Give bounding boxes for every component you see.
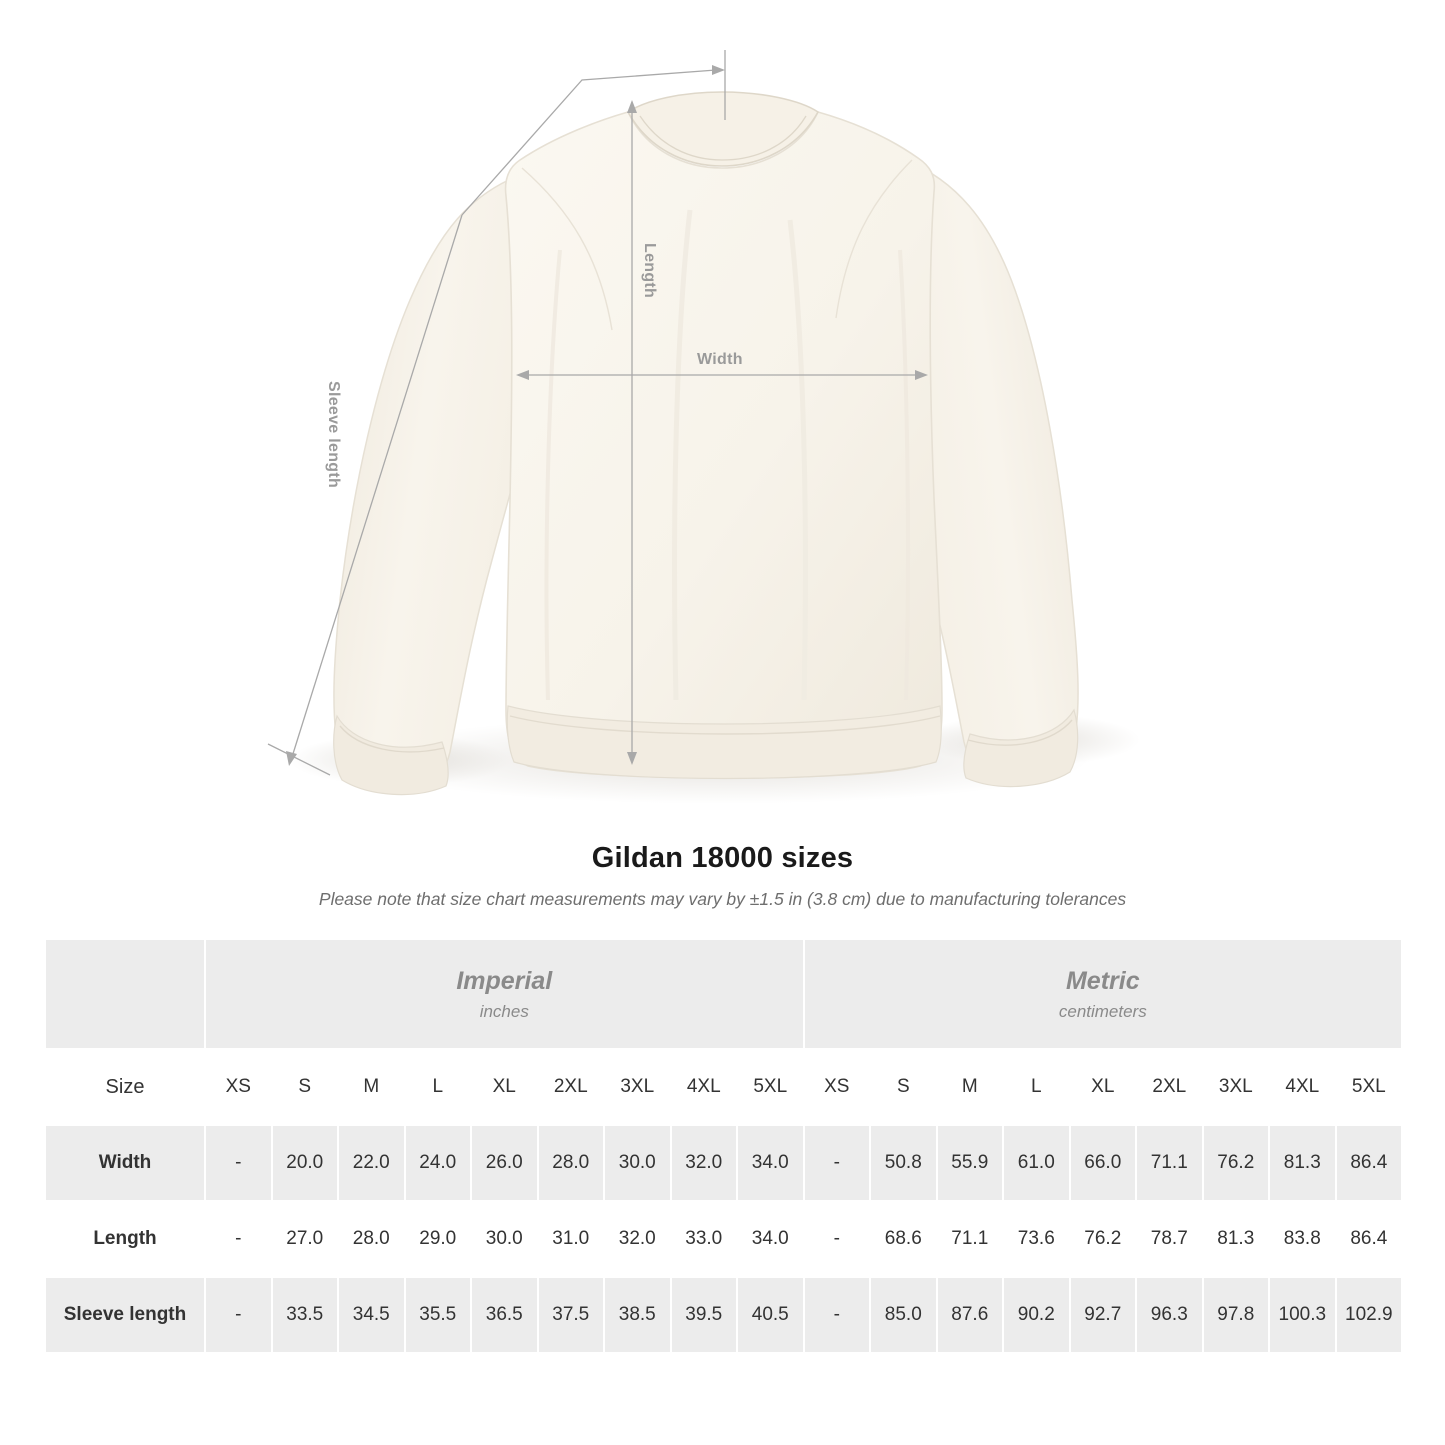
cell-length-imp-2: 28.0 — [338, 1201, 405, 1277]
cell-width-imp-4: 26.0 — [471, 1125, 538, 1201]
cell-width-met-5: 71.1 — [1136, 1125, 1203, 1201]
imperial-sublabel: inches — [479, 1001, 529, 1021]
cell-length-met-7: 83.8 — [1269, 1201, 1336, 1277]
size-col-imp-5: 2XL — [538, 1049, 605, 1125]
cell-sleeve-met-6: 97.8 — [1203, 1277, 1270, 1353]
cell-sleeve-imp-4: 36.5 — [471, 1277, 538, 1353]
cell-length-met-1: 68.6 — [870, 1201, 937, 1277]
cell-length-imp-6: 32.0 — [604, 1201, 671, 1277]
cell-sleeve-met-0: - — [804, 1277, 871, 1353]
unit-group-imperial — [205, 939, 804, 1049]
cell-sleeve-met-8: 102.9 — [1336, 1277, 1403, 1353]
size-col-imp-6: 3XL — [604, 1049, 671, 1125]
cell-sleeve-met-3: 90.2 — [1003, 1277, 1070, 1353]
size-col-met-8: 5XL — [1336, 1049, 1403, 1125]
size-col-imp-2: M — [338, 1049, 405, 1125]
size-col-imp-1: S — [272, 1049, 339, 1125]
cell-sleeve-met-2: 87.6 — [937, 1277, 1004, 1353]
cell-sleeve-imp-1: 33.5 — [272, 1277, 339, 1353]
cell-width-imp-2: 22.0 — [338, 1125, 405, 1201]
cell-length-met-0: - — [804, 1201, 871, 1277]
size-col-met-0: XS — [804, 1049, 871, 1125]
row-label-width: Width — [45, 1125, 205, 1201]
width-dimension-label: Width — [697, 351, 743, 368]
cell-length-imp-5: 31.0 — [538, 1201, 605, 1277]
cell-sleeve-met-1: 85.0 — [870, 1277, 937, 1353]
size-col-met-6: 3XL — [1203, 1049, 1270, 1125]
size-header-cell: Size — [45, 1049, 205, 1125]
cell-sleeve-imp-7: 39.5 — [671, 1277, 738, 1353]
size-header-row — [45, 1049, 1402, 1125]
cell-length-imp-7: 33.0 — [671, 1201, 738, 1277]
cell-width-imp-3: 24.0 — [405, 1125, 472, 1201]
cell-length-met-5: 78.7 — [1136, 1201, 1203, 1277]
size-col-met-4: XL — [1070, 1049, 1137, 1125]
cell-width-met-4: 66.0 — [1070, 1125, 1137, 1201]
cell-sleeve-imp-5: 37.5 — [538, 1277, 605, 1353]
table-row — [45, 1201, 1402, 1277]
cell-length-imp-1: 27.0 — [272, 1201, 339, 1277]
size-col-imp-3: L — [405, 1049, 472, 1125]
metric-label: Metric — [1065, 966, 1140, 995]
size-col-met-3: L — [1003, 1049, 1070, 1125]
tolerance-note: Please note that size chart measurements may vary by ±1.5 in (3.8 cm) due to manufacturing tolerances — [318, 889, 1127, 909]
size-col-met-2: M — [937, 1049, 1004, 1125]
page-title: Gildan 18000 sizes — [591, 842, 854, 874]
cell-width-imp-8: 34.0 — [737, 1125, 804, 1201]
cell-width-met-8: 86.4 — [1336, 1125, 1403, 1201]
size-col-imp-7: 4XL — [671, 1049, 738, 1125]
unit-group-metric — [804, 939, 1403, 1049]
cell-length-imp-0: - — [205, 1201, 272, 1277]
row-label-sleeve-length: Sleeve length — [45, 1277, 205, 1353]
sleeve-length-dimension-label: Sleeve length — [325, 381, 342, 489]
row-label-length: Length — [45, 1201, 205, 1277]
size-col-met-7: 4XL — [1269, 1049, 1336, 1125]
size-chart-table — [44, 938, 1403, 1354]
cell-sleeve-imp-8: 40.5 — [737, 1277, 804, 1353]
cell-width-met-6: 76.2 — [1203, 1125, 1270, 1201]
cell-width-met-7: 81.3 — [1269, 1125, 1336, 1201]
cell-sleeve-met-7: 100.3 — [1269, 1277, 1336, 1353]
cell-width-met-3: 61.0 — [1003, 1125, 1070, 1201]
cell-sleeve-imp-6: 38.5 — [604, 1277, 671, 1353]
table-row — [45, 1277, 1402, 1353]
cell-sleeve-met-5: 96.3 — [1136, 1277, 1203, 1353]
size-col-met-1: S — [870, 1049, 937, 1125]
size-col-imp-0: XS — [205, 1049, 272, 1125]
metric-sublabel: centimeters — [1058, 1001, 1147, 1021]
size-col-imp-8: 5XL — [737, 1049, 804, 1125]
cell-sleeve-imp-0: - — [205, 1277, 272, 1353]
cell-length-imp-4: 30.0 — [471, 1201, 538, 1277]
cell-sleeve-met-4: 92.7 — [1070, 1277, 1137, 1353]
cell-width-imp-5: 28.0 — [538, 1125, 605, 1201]
length-dimension-label: Length — [641, 243, 658, 299]
imperial-label: Imperial — [456, 966, 553, 995]
cell-width-met-1: 50.8 — [870, 1125, 937, 1201]
cell-width-met-2: 55.9 — [937, 1125, 1004, 1201]
cell-length-met-3: 73.6 — [1003, 1201, 1070, 1277]
size-col-met-5: 2XL — [1136, 1049, 1203, 1125]
cell-width-met-0: - — [804, 1125, 871, 1201]
cell-sleeve-imp-2: 34.5 — [338, 1277, 405, 1353]
cell-length-met-6: 81.3 — [1203, 1201, 1270, 1277]
size-table-wrapper — [0, 938, 1445, 1354]
unit-head-spacer — [45, 939, 205, 1049]
size-col-imp-4: XL — [471, 1049, 538, 1125]
cell-width-imp-0: - — [205, 1125, 272, 1201]
cell-width-imp-6: 30.0 — [604, 1125, 671, 1201]
table-row — [45, 1125, 1402, 1201]
cell-length-imp-8: 34.0 — [737, 1201, 804, 1277]
cell-width-imp-1: 20.0 — [272, 1125, 339, 1201]
cell-length-met-2: 71.1 — [937, 1201, 1004, 1277]
unit-group-row — [45, 939, 1402, 1049]
cell-sleeve-imp-3: 35.5 — [405, 1277, 472, 1353]
cell-length-imp-3: 29.0 — [405, 1201, 472, 1277]
title-block — [0, 842, 1445, 910]
cell-length-met-8: 86.4 — [1336, 1201, 1403, 1277]
cell-width-imp-7: 32.0 — [671, 1125, 738, 1201]
cell-length-met-4: 76.2 — [1070, 1201, 1137, 1277]
